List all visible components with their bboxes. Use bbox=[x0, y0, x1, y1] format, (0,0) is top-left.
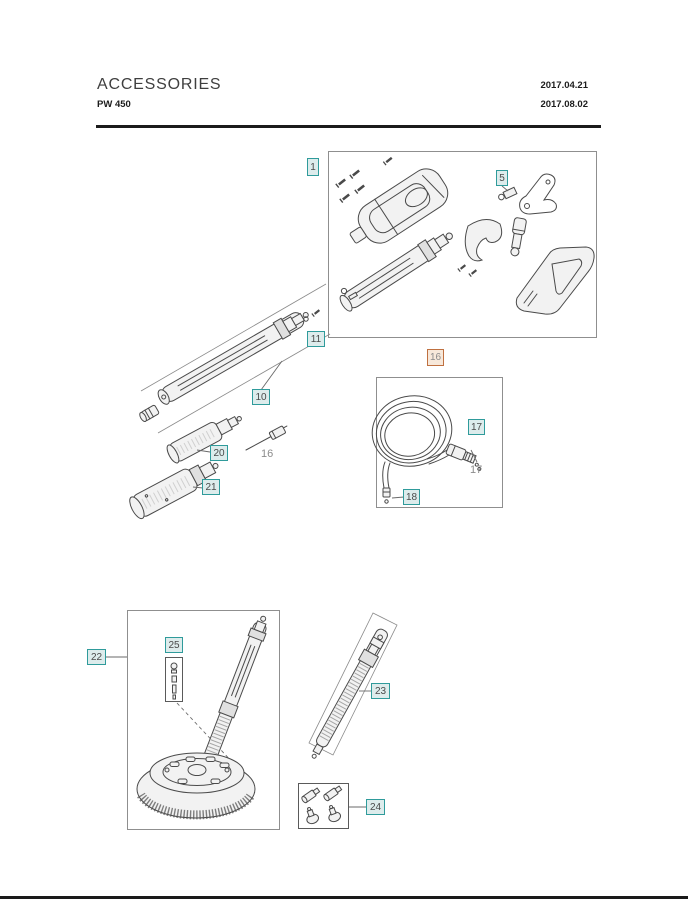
hose-coil bbox=[366, 388, 459, 473]
label-17-ref: 17 bbox=[470, 464, 483, 476]
callout-24[interactable]: 24 bbox=[366, 799, 385, 815]
gun-trigger bbox=[465, 219, 501, 260]
callout-5[interactable]: 5 bbox=[496, 170, 508, 186]
figure-lance-assembly bbox=[138, 284, 330, 433]
callout-11[interactable]: 11 bbox=[307, 331, 325, 347]
figure-hose-kit bbox=[366, 378, 503, 508]
callout-25[interactable]: 25 bbox=[165, 637, 183, 653]
revision-date-1: 2017.04.21 bbox=[540, 80, 588, 91]
lance-screw-icon bbox=[312, 309, 321, 317]
callout-16-highlighted[interactable]: 16 bbox=[427, 349, 444, 366]
figure-nozzle-20 bbox=[165, 409, 246, 465]
page-title: ACCESSORIES bbox=[97, 76, 222, 93]
gun-handle bbox=[516, 247, 594, 314]
revision-date-2: 2017.08.02 bbox=[540, 99, 588, 110]
label-16-tool: 16 bbox=[261, 448, 274, 460]
mini-nozzle-parts bbox=[171, 663, 177, 699]
figure-nozzle-kit bbox=[299, 784, 367, 829]
callout-18[interactable]: 18 bbox=[403, 489, 420, 505]
lance-tube bbox=[155, 306, 313, 408]
gun-latch bbox=[508, 217, 526, 257]
callout-17[interactable]: 17 bbox=[468, 419, 485, 435]
callout-20[interactable]: 20 bbox=[210, 445, 228, 461]
figure-cleaning-needle bbox=[246, 424, 289, 450]
hose-kit-box bbox=[377, 378, 503, 508]
callout-10[interactable]: 10 bbox=[252, 389, 270, 405]
model-name: PW 450 bbox=[97, 99, 131, 110]
callout-23[interactable]: 23 bbox=[371, 683, 390, 699]
callout-1[interactable]: 1 bbox=[307, 158, 319, 176]
callout-22[interactable]: 22 bbox=[87, 649, 106, 665]
figure-spray-gun-kit bbox=[329, 152, 597, 338]
surface-cleaner-body bbox=[137, 753, 255, 818]
hose-end-fitting bbox=[383, 488, 390, 503]
callout-21[interactable]: 21 bbox=[202, 479, 220, 495]
lance-coupler bbox=[138, 405, 159, 423]
figure-surface-cleaner-kit bbox=[105, 611, 280, 830]
